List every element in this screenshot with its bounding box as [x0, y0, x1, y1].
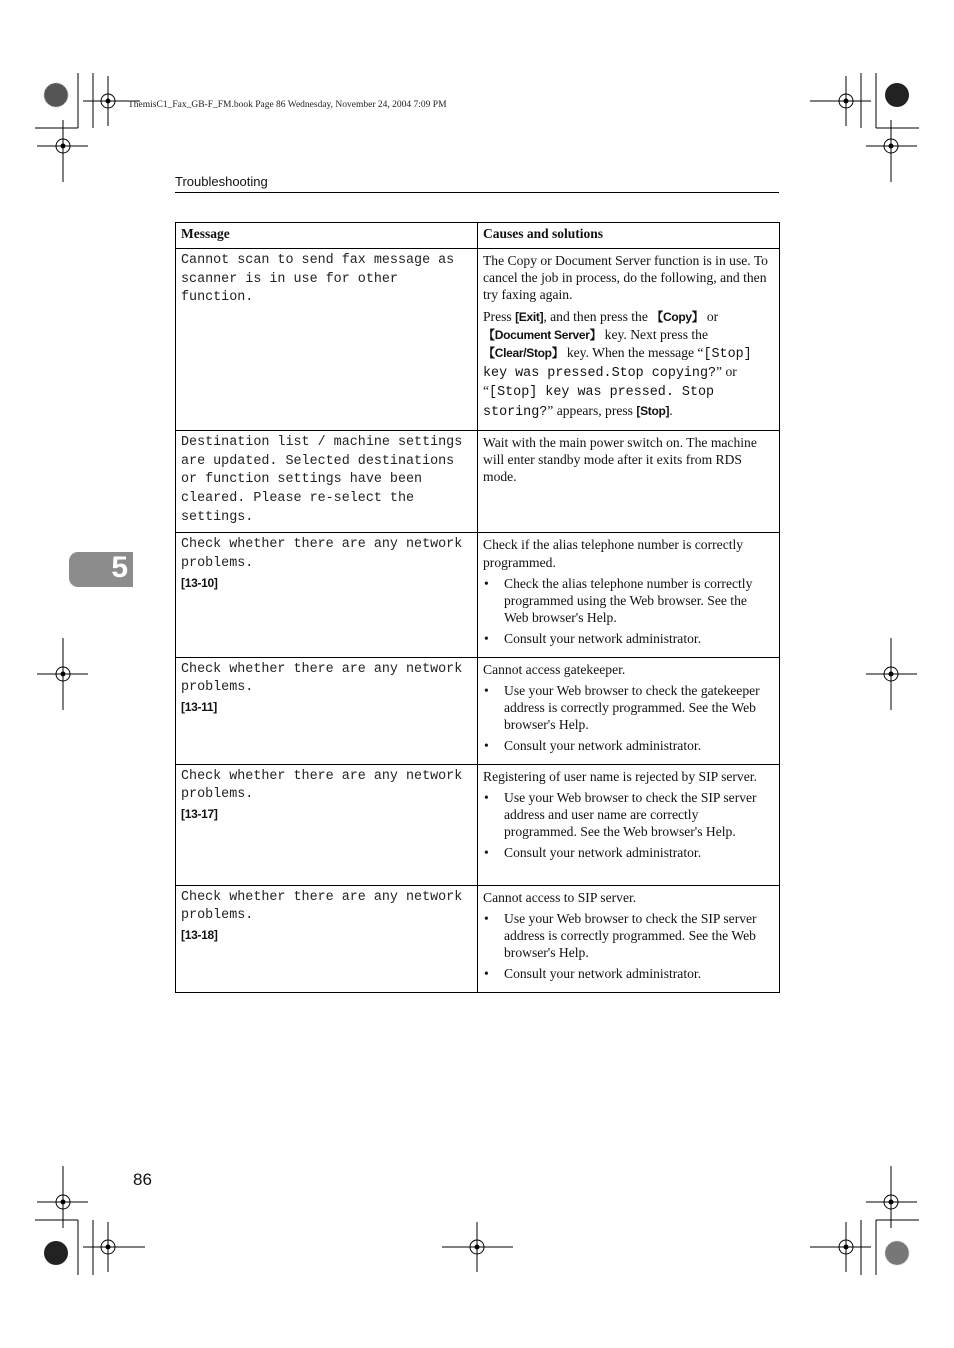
causes-cell — [478, 430, 780, 533]
column-header-message: Message — [176, 223, 478, 249]
causes-cell — [478, 249, 780, 431]
error-code: [13-10] — [181, 575, 218, 590]
cause-text: Wait with the main power switch on. The machine will enter standby mode after it exits from RDS mode. — [483, 434, 757, 485]
list-item: • Consult your network administrator. — [483, 630, 774, 647]
cause-text: Check if the alias telephone number is correctly programmed. — [483, 537, 744, 570]
table-header-row — [176, 223, 780, 249]
chapter-number: 5 — [111, 551, 128, 584]
message-text: Check whether there are any network problems. — [181, 889, 463, 924]
message-cell — [176, 657, 478, 764]
chapter-tab — [69, 552, 133, 587]
cause-text: Registering of user name is rejected by SIP server. — [483, 768, 757, 784]
list-item: • Use your Web browser to check the SIP server address is correctly programmed. See the Web browser's Help. — [483, 910, 774, 962]
causes-cell — [478, 533, 780, 657]
solution-list — [483, 910, 774, 983]
message-text: Destination list / machine settings are updated. Selected destinations or function settings have been cleared. Please re-select the settings. — [181, 434, 463, 525]
error-code: [13-11] — [181, 699, 217, 714]
cause-text: Cannot access gatekeeper. — [483, 661, 626, 677]
print-info-line: ThemisC1_Fax_GB-F_FM.book Page 86 Wednesday, November 24, 2004 7:09 PM — [128, 100, 447, 110]
list-item: • Consult your network administrator. — [483, 965, 774, 982]
solution-list — [483, 682, 774, 755]
table-row — [176, 249, 780, 431]
message-text: Cannot scan to send fax message as scanner is in use for other function. — [181, 253, 455, 306]
message-text: Check whether there are any network problems. — [181, 661, 463, 696]
causes-cell — [478, 885, 780, 992]
list-item: • Check the alias telephone number is correctly programmed using the Web browser. See the Web browser's Help. — [483, 575, 774, 627]
message-text: Check whether there are any network problems. — [181, 537, 463, 572]
message-cell — [176, 249, 478, 431]
causes-cell — [478, 657, 780, 764]
table-row — [176, 885, 780, 992]
exit-key: [Exit] — [515, 309, 544, 324]
column-header-causes: Causes and solutions — [478, 223, 780, 249]
error-code: [13-18] — [181, 927, 218, 942]
message-cell — [176, 533, 478, 657]
solution-text: Press [Exit], and then press the 【Copy】 or 【Document Server】 key. Next press the 【Clear/Stop】 key. When the message “[Stop] key was pressed.Stop copying?” or “[Stop] key was pressed. Stop storing?” appears, press [Stop]. — [483, 308, 752, 420]
stop-key: [Stop] — [636, 403, 670, 418]
copy-key: 【Copy】 — [651, 309, 704, 324]
solution-list — [483, 575, 774, 648]
table-row — [176, 657, 780, 764]
list-item: • Consult your network administrator. — [483, 737, 774, 754]
table-row — [176, 533, 780, 657]
table-row — [176, 764, 780, 885]
message-cell — [176, 885, 478, 992]
error-code: [13-17] — [181, 806, 218, 821]
running-header: Troubleshooting — [175, 174, 268, 189]
list-item: • Use your Web browser to check the gatekeeper address is correctly programmed. See the Web browser's Help. — [483, 682, 774, 734]
causes-cell — [478, 764, 780, 885]
list-item: • Use your Web browser to check the SIP server address and user name are correctly programmed. See the Web browser's Help. — [483, 789, 774, 841]
solution-list — [483, 789, 774, 862]
stop-storing-message: [Stop] key was pressed. Stop storing? — [483, 385, 715, 420]
page-number: 86 — [133, 1170, 152, 1189]
message-cell — [176, 430, 478, 533]
cause-text: The Copy or Document Server function is in use. To cancel the job in process, do the following, and then try faxing again. — [483, 253, 768, 303]
list-item: • Consult your network administrator. — [483, 844, 774, 861]
cause-text: Cannot access to SIP server. — [483, 889, 637, 905]
clear-stop-key: 【Clear/Stop】 — [483, 346, 564, 361]
document-server-key: 【Document Server】 — [483, 327, 602, 342]
header-rule — [175, 192, 779, 193]
message-cell — [176, 764, 478, 885]
table-row — [176, 430, 780, 533]
message-table — [175, 222, 780, 993]
stop-copying-message: [Stop] key was pressed.Stop copying? — [483, 347, 752, 382]
message-text: Check whether there are any network problems. — [181, 768, 463, 803]
